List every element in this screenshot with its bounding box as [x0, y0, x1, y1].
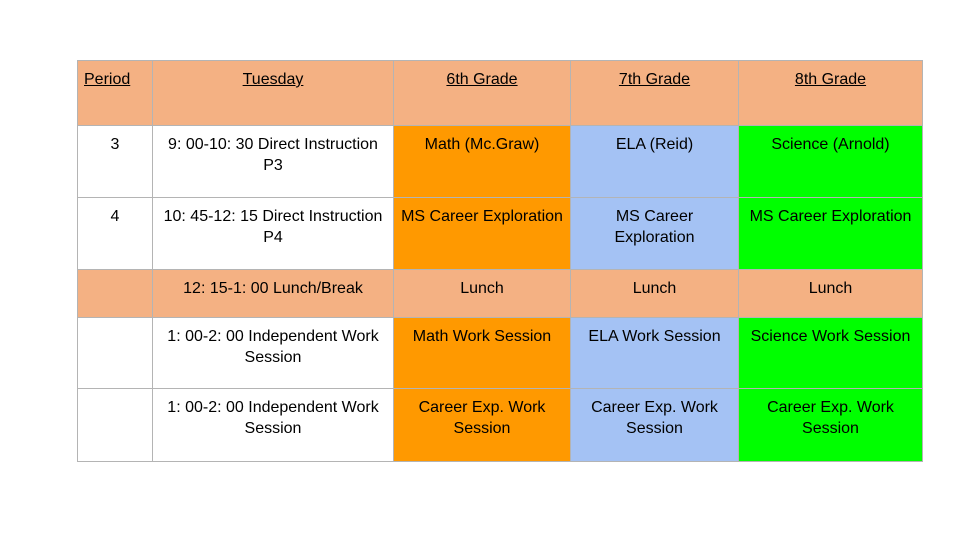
period-cell [78, 318, 153, 389]
grade8-cell: Science Work Session [739, 318, 923, 389]
time-cell: 9: 00-10: 30 Direct Instruction P3 [153, 126, 394, 198]
grade7-cell: Lunch [571, 270, 739, 318]
header-grade7: 7th Grade [571, 61, 739, 126]
grade6-cell: Math (Mc.Graw) [394, 126, 571, 198]
time-cell: 1: 00-2: 00 Independent Work Session [153, 389, 394, 462]
header-row [78, 61, 923, 126]
grade8-cell: Science (Arnold) [739, 126, 923, 198]
time-cell: 1: 00-2: 00 Independent Work Session [153, 318, 394, 389]
period-cell: 3 [78, 126, 153, 198]
header-grade8: 8th Grade [739, 61, 923, 126]
grade7-cell: Career Exp. Work Session [571, 389, 739, 462]
table-row [78, 126, 923, 198]
table-row [78, 318, 923, 389]
table-row [78, 198, 923, 270]
period-cell: 4 [78, 198, 153, 270]
header-period: Period [78, 61, 153, 126]
period-cell [78, 270, 153, 318]
grade7-cell: ELA Work Session [571, 318, 739, 389]
grade8-cell: Career Exp. Work Session [739, 389, 923, 462]
grade6-cell: Lunch [394, 270, 571, 318]
grade6-cell: Career Exp. Work Session [394, 389, 571, 462]
period-cell [78, 389, 153, 462]
table-row [78, 270, 923, 318]
schedule-table [77, 60, 923, 462]
time-cell: 10: 45-12: 15 Direct Instruction P4 [153, 198, 394, 270]
time-cell: 12: 15-1: 00 Lunch/Break [153, 270, 394, 318]
grade8-cell: MS Career Exploration [739, 198, 923, 270]
grade8-cell: Lunch [739, 270, 923, 318]
grade7-cell: MS Career Exploration [571, 198, 739, 270]
header-grade6: 6th Grade [394, 61, 571, 126]
grade7-cell: ELA (Reid) [571, 126, 739, 198]
header-day: Tuesday [153, 61, 394, 126]
table-row [78, 389, 923, 462]
grade6-cell: Math Work Session [394, 318, 571, 389]
grade6-cell: MS Career Exploration [394, 198, 571, 270]
